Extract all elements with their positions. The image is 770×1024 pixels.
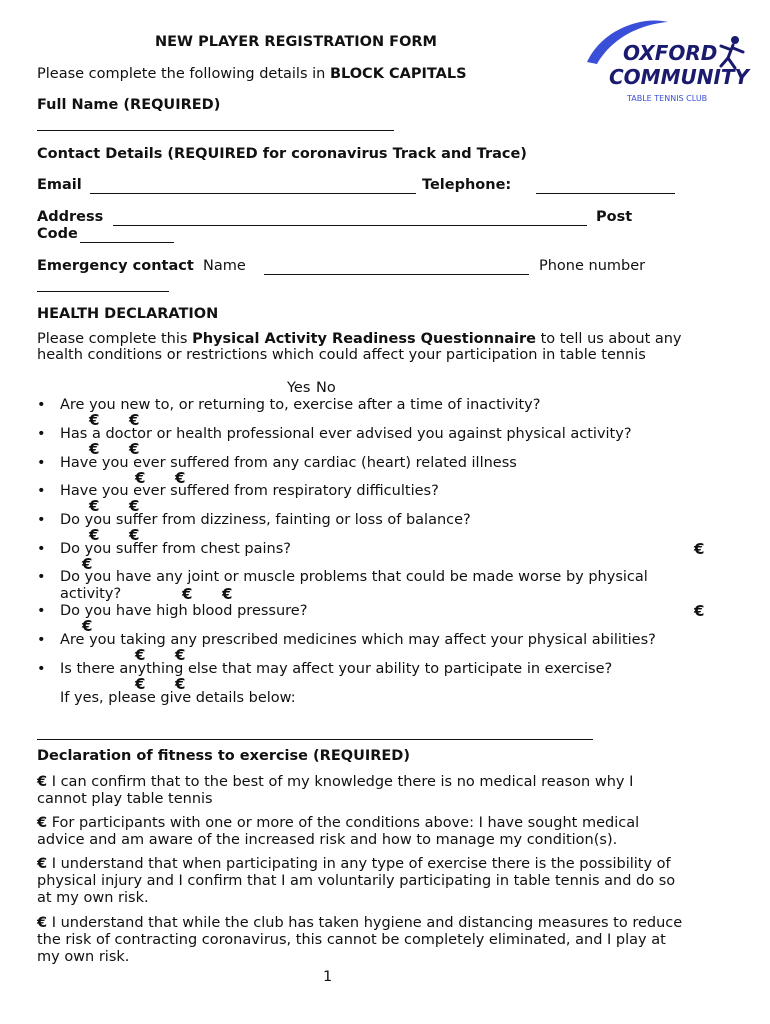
question-text: Do you have any joint or muscle problems that could be made worse by physical bbox=[60, 569, 648, 585]
details-input-line[interactable] bbox=[37, 739, 593, 740]
bullet: • bbox=[37, 661, 46, 677]
q7-no-checkbox[interactable]: € bbox=[222, 585, 233, 603]
intro-bold: BLOCK CAPITALS bbox=[329, 66, 467, 82]
address-label: Address bbox=[37, 209, 104, 225]
health-intro-line1 bbox=[37, 331, 682, 347]
health-intro-line2: health conditions or restrictions which could affect your participation in table tennis bbox=[37, 347, 646, 363]
declaration-3-checkbox[interactable]: € bbox=[37, 856, 48, 872]
declaration-3-line3: at my own risk. bbox=[37, 890, 149, 906]
no-column-label: No bbox=[316, 380, 336, 396]
player-icon bbox=[721, 36, 743, 68]
q7-yes-checkbox[interactable]: € bbox=[182, 585, 193, 603]
q6-yes-checkbox[interactable]: € bbox=[694, 540, 705, 558]
declaration-item-1 bbox=[37, 774, 737, 808]
health-intro-bold: Physical Activity Readiness Questionnaire bbox=[192, 331, 537, 347]
q2-yes-checkbox[interactable]: € bbox=[89, 440, 100, 458]
declaration-2-checkbox[interactable]: € bbox=[37, 815, 48, 831]
yes-column-label: Yes bbox=[287, 380, 311, 396]
q2-no-checkbox[interactable]: € bbox=[129, 440, 140, 458]
bullet: • bbox=[37, 541, 46, 557]
email-label: Email bbox=[37, 177, 82, 193]
question-text: Are you taking any prescribed medicines which may affect your physical abilities? bbox=[60, 632, 656, 648]
emergency-row bbox=[37, 258, 246, 274]
declaration-4-checkbox[interactable]: € bbox=[37, 915, 48, 931]
question-text: Is there anything else that may affect your ability to participate in exercise? bbox=[60, 661, 613, 677]
bullet: • bbox=[37, 512, 46, 528]
question-text: Do you suffer from dizziness, fainting or loss of balance? bbox=[60, 512, 471, 528]
question-text: Do you suffer from chest pains? bbox=[60, 541, 291, 557]
code-label: Code bbox=[37, 226, 78, 242]
bullet: • bbox=[37, 632, 46, 648]
q10-no-checkbox[interactable]: € bbox=[175, 675, 186, 693]
question-text: Have you ever suffered from any cardiac (heart) related illness bbox=[60, 455, 517, 471]
bullet: • bbox=[37, 603, 46, 619]
bullet: • bbox=[37, 569, 46, 585]
q5-no-checkbox[interactable]: € bbox=[129, 526, 140, 544]
intro-plain: Please complete the following details in bbox=[37, 66, 330, 82]
q8-yes-checkbox[interactable]: € bbox=[694, 602, 705, 620]
health-intro-a: Please complete this bbox=[37, 331, 193, 347]
q9-no-checkbox[interactable]: € bbox=[175, 646, 186, 664]
emergency-phone-input-line[interactable] bbox=[37, 291, 169, 292]
q3-no-checkbox[interactable]: € bbox=[175, 469, 186, 487]
declaration-4-line3: my own risk. bbox=[37, 949, 130, 965]
q1-no-checkbox[interactable]: € bbox=[129, 411, 140, 429]
health-intro-b: to tell us about any bbox=[536, 331, 682, 347]
contact-heading: Contact Details (REQUIRED for coronavirus Track and Trace) bbox=[37, 146, 527, 162]
q8-no-checkbox[interactable]: € bbox=[82, 617, 93, 635]
details-prompt: If yes, please give details below: bbox=[60, 690, 296, 706]
declaration-heading: Declaration of fitness to exercise (REQUIRED) bbox=[37, 748, 410, 764]
intro-text bbox=[37, 66, 467, 82]
logo-line1: OXFORD bbox=[623, 41, 718, 65]
full-name-label: Full Name (REQUIRED) bbox=[37, 97, 221, 113]
emergency-phone-label: Phone number bbox=[539, 258, 646, 274]
declaration-1-line2: cannot play table tennis bbox=[37, 791, 213, 807]
postcode-input-line[interactable] bbox=[80, 242, 174, 243]
full-name-input-line[interactable] bbox=[37, 130, 394, 131]
q9-yes-checkbox[interactable]: € bbox=[135, 646, 146, 664]
emergency-name-label: Name bbox=[202, 258, 246, 274]
q5-yes-checkbox[interactable]: € bbox=[89, 526, 100, 544]
question-text: Are you new to, or returning to, exercise after a time of inactivity? bbox=[60, 397, 541, 413]
club-logo bbox=[583, 18, 753, 108]
declaration-1-line1: I can confirm that to the best of my knowledge there is no medical reason why I bbox=[51, 774, 634, 790]
post-label: Post bbox=[596, 209, 633, 225]
q4-yes-checkbox[interactable]: € bbox=[89, 497, 100, 515]
q10-yes-checkbox[interactable]: € bbox=[135, 675, 146, 693]
declaration-2-line2: advice and am aware of the increased risk and how to manage my condition(s). bbox=[37, 832, 618, 848]
q4-no-checkbox[interactable]: € bbox=[129, 497, 140, 515]
q3-yes-checkbox[interactable]: € bbox=[135, 469, 146, 487]
telephone-input-line[interactable] bbox=[536, 193, 675, 194]
logo-graphic bbox=[583, 18, 753, 108]
question-text: Do you have high blood pressure? bbox=[60, 603, 308, 619]
declaration-item-3 bbox=[37, 856, 737, 907]
declaration-2-line1: For participants with one or more of the conditions above: I have sought medical bbox=[51, 815, 640, 831]
declaration-3-line1: I understand that when participating in any type of exercise there is the possibility of bbox=[51, 856, 671, 872]
declaration-3-line2: physical injury and I confirm that I am voluntarily participating in table tennis and do so bbox=[37, 873, 676, 889]
declaration-item-4 bbox=[37, 915, 737, 966]
declaration-1-checkbox[interactable]: € bbox=[37, 774, 48, 790]
bullet: • bbox=[37, 397, 46, 413]
bullet: • bbox=[37, 455, 46, 471]
q1-yes-checkbox[interactable]: € bbox=[89, 411, 100, 429]
telephone-label: Telephone: bbox=[422, 177, 512, 193]
logo-line2: COMMUNITY bbox=[609, 65, 750, 89]
emergency-label: Emergency contact bbox=[37, 258, 194, 274]
email-input-line[interactable] bbox=[90, 193, 416, 194]
declaration-item-2 bbox=[37, 815, 737, 849]
question-7-continuation: activity? bbox=[60, 586, 122, 602]
bullet: • bbox=[37, 483, 46, 499]
form-title: NEW PLAYER REGISTRATION FORM bbox=[155, 34, 437, 50]
bullet: • bbox=[37, 426, 46, 442]
question-text: Have you ever suffered from respiratory difficulties? bbox=[60, 483, 439, 499]
health-heading: HEALTH DECLARATION bbox=[37, 306, 219, 322]
emergency-name-input-line[interactable] bbox=[264, 274, 529, 275]
q6-no-checkbox[interactable]: € bbox=[82, 555, 93, 573]
declaration-4-line1: I understand that while the club has taken hygiene and distancing measures to reduce bbox=[51, 915, 683, 931]
address-input-line[interactable] bbox=[113, 225, 587, 226]
declaration-4-line2: the risk of contracting coronavirus, this cannot be completely eliminated, and I play at bbox=[37, 932, 666, 948]
logo-line3: TABLE TENNIS CLUB bbox=[627, 94, 708, 103]
page-number: 1 bbox=[323, 969, 333, 985]
question-text: Has a doctor or health professional ever advised you against physical activity? bbox=[60, 426, 632, 442]
